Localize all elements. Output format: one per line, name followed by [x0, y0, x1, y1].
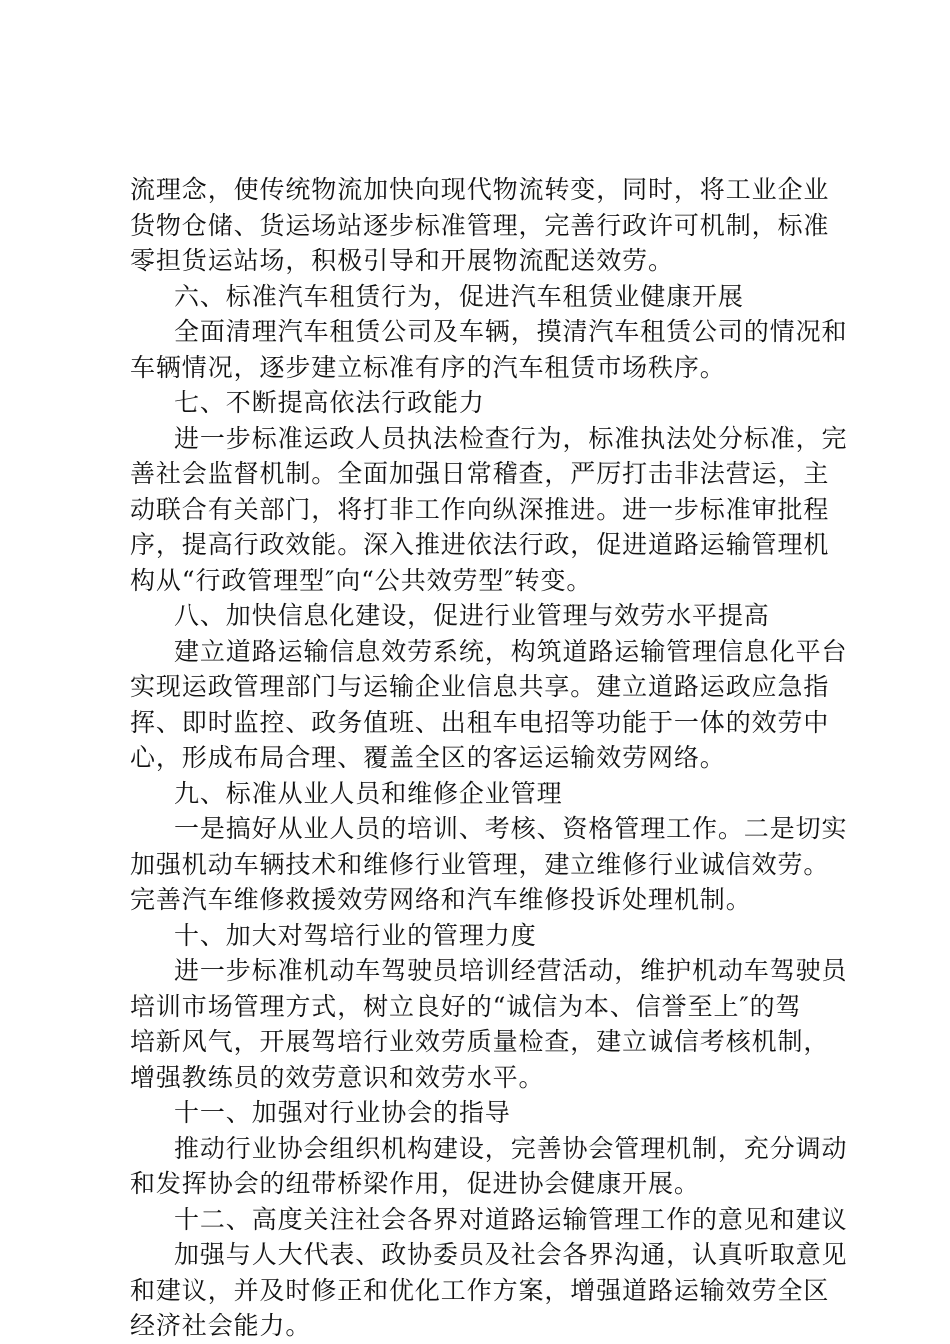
section-heading: 八、加快信息化建设，促进行业管理与效劳水平提高	[174, 601, 770, 630]
text-line: 推动行业协会组织机构建设，完善协会管理机制，充分调动	[174, 1133, 848, 1163]
text-line: 全面清理汽车租赁公司及车辆，摸清汽车租赁公司的情况和	[174, 317, 848, 346]
text-line: 零担货运站场，积极引导和开展物流配送效劳。	[130, 246, 674, 275]
text-line: 完善汽车维修救援效劳网络和汽车维修投诉处理机制。	[130, 885, 752, 914]
text-line: 进一步标准运政人员执法检查行为，标准执法处分标准，完	[174, 423, 848, 453]
text-line: 和发挥协会的纽带桥梁作用，促进协会健康开展。	[130, 1169, 700, 1198]
text-line: 一是搞好从业人员的培训、考核、资格管理工作。二是切实	[174, 814, 848, 843]
text-line: 车辆情况，逐步建立标准有序的汽车租赁市场秩序。	[130, 352, 726, 382]
text-line: 构从“行政管理型″向“公共效劳型″转变。	[130, 565, 593, 595]
text-line: 流理念，使传统物流加快向现代物流转变，同时，将工业企业	[130, 175, 830, 204]
text-line: 经济社会能力。	[130, 1311, 312, 1340]
section-heading: 十一、加强对行业协会的指导	[174, 1098, 511, 1127]
section-heading: 十、加大对驾培行业的管理力度	[174, 920, 537, 950]
text-line: 培训市场管理方式，树立良好的“诚信为本、信誉至上″的驾	[130, 991, 802, 1021]
text-line: 进一步标准机动车驾驶员培训经营活动，维护机动车驾驶员	[174, 956, 848, 985]
section-heading: 九、标准从业人员和维修企业管理	[174, 778, 563, 808]
text-line: 实现运政管理部门与运输企业信息共享。建立道路运政应急指	[130, 672, 830, 701]
text-line: 挥、即时监控、政务值班、出租车电招等功能于一体的效劳中	[130, 707, 830, 737]
text-line: 增强教练员的效劳意识和效劳水平。	[130, 1062, 545, 1092]
text-line: 善社会监督机制。全面加强日常稽查，严厉打击非法营运，主	[130, 459, 830, 488]
text-line: 建立道路运输信息效劳系统，构筑道路运输管理信息化平台	[174, 636, 848, 666]
section-heading: 十二、高度关注社会各界对道路运输管理工作的意见和建议	[174, 1204, 848, 1234]
text-line: 序，提高行政效能。深入推进依法行政，促进道路运输管理机	[130, 530, 830, 559]
text-line: 和建议，并及时修正和优化工作方案，增强道路运输效劳全区	[130, 1275, 830, 1305]
text-line: 动联合有关部门，将打非工作向纵深推进。进一步标准审批程	[130, 494, 830, 524]
text-line: 心，形成布局合理、覆盖全区的客运运输效劳网络。	[130, 743, 726, 772]
section-heading: 六、标准汽车租赁行为，促进汽车租赁业健康开展	[174, 281, 744, 311]
text-line: 货物仓储、货运场站逐步标准管理，完善行政许可机制，标准	[130, 210, 830, 240]
text-line: 加强机动车辆技术和维修行业管理，建立维修行业诚信效劳。	[130, 849, 830, 879]
section-heading: 七、不断提高依法行政能力	[174, 388, 485, 417]
document-page	[130, 172, 848, 1344]
text-line: 加强与人大代表、政协委员及社会各界沟通，认真听取意见	[174, 1240, 848, 1269]
text-line: 培新风气，开展驾培行业效劳质量检查，建立诚信考核机制，	[130, 1027, 830, 1056]
